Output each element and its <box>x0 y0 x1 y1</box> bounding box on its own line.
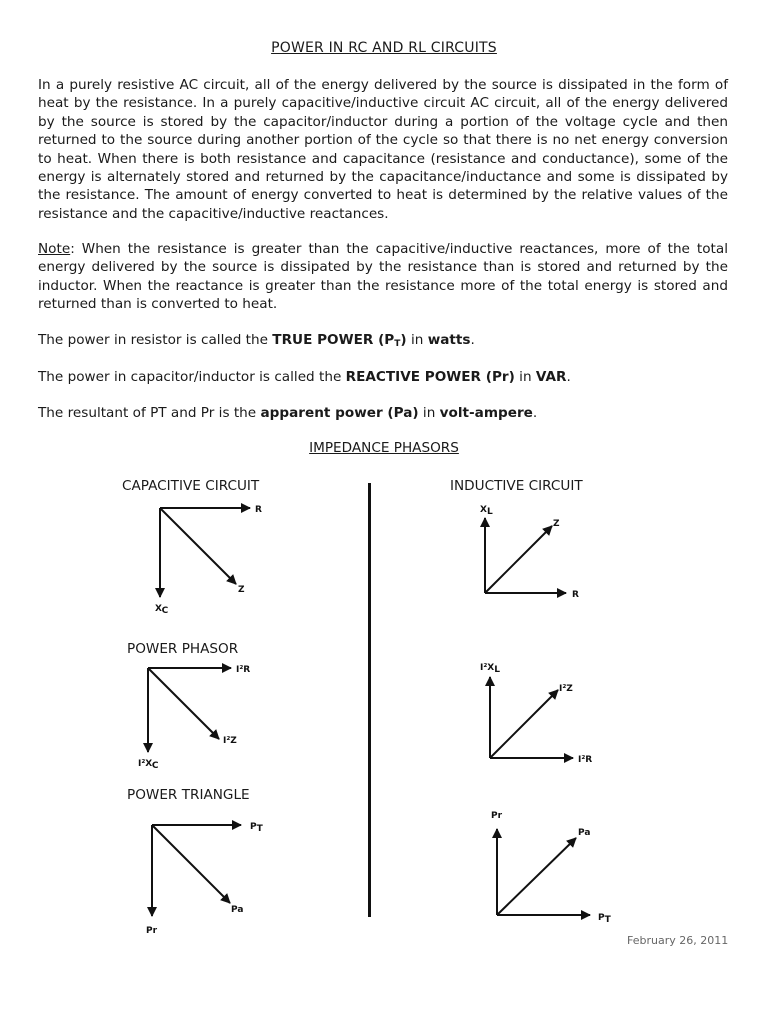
i2z-arrow <box>490 690 558 758</box>
true-power-sub: T <box>394 339 401 349</box>
pa-arrow <box>497 838 576 915</box>
xl-label: XL <box>480 505 493 517</box>
reactive-power-line: The power in capacitor/inductor is called the REACTIVE POWER (Pr) in VAR. <box>38 369 571 385</box>
r-label: R <box>255 505 262 515</box>
inductive-power-triangle <box>491 811 612 925</box>
reactive-power-unit: VAR <box>535 369 567 385</box>
power-triangle-heading: POWER TRIANGLE <box>127 787 250 803</box>
inductive-circuit-heading: INDUCTIVE CIRCUIT <box>450 478 583 494</box>
capacitive-power-triangle <box>146 822 264 936</box>
i2z-label: I²Z <box>223 736 237 746</box>
page-title: POWER IN RC AND RL CIRCUITS <box>271 40 497 56</box>
inductive-impedance-phasor <box>480 505 579 600</box>
pt-label: PT <box>598 913 611 925</box>
i2xl-label: I²XL <box>480 663 500 675</box>
z-arrow <box>160 508 236 584</box>
reactive-power-term: REACTIVE POWER (Pr) <box>345 369 515 385</box>
true-power-mid: in <box>406 332 428 348</box>
reactive-power-mid: in <box>514 369 536 385</box>
z-label: Z <box>238 585 245 595</box>
xc-label: XC <box>155 604 169 616</box>
i2z-label: I²Z <box>559 684 573 694</box>
inductive-power-phasor <box>480 663 592 765</box>
pa-arrow <box>152 825 230 903</box>
i2r-label: I²R <box>578 755 593 765</box>
r-label: R <box>572 590 579 600</box>
impedance-phasors-heading: IMPEDANCE PHASORS <box>309 440 459 456</box>
pa-label: Pa <box>231 905 244 915</box>
pr-label: Pr <box>491 811 503 821</box>
pa-label: Pa <box>578 828 591 838</box>
apparent-power-mid: in <box>418 405 440 421</box>
true-power-pre: The power in resistor is called the <box>38 332 273 348</box>
true-power-unit: watts <box>427 332 471 348</box>
note-label: Note <box>38 241 71 257</box>
apparent-power-unit: volt-ampere <box>439 405 533 421</box>
z-label: Z <box>553 519 560 529</box>
apparent-power-term: apparent power (Pa) <box>260 405 419 421</box>
pr-label: Pr <box>146 926 158 936</box>
i2z-arrow <box>148 668 219 739</box>
capacitive-circuit-heading: CAPACITIVE CIRCUIT <box>122 478 260 494</box>
reactive-power-pre: The power in capacitor/inductor is called the <box>38 369 346 385</box>
document-date: February 26, 2011 <box>627 934 729 947</box>
i2xc-label: I²XC <box>138 759 159 771</box>
true-power-term: TRUE POWER $(P_T)$ <box>272 332 407 349</box>
z-arrow <box>485 526 552 593</box>
apparent-power-pre: The resultant of PT and Pr is the <box>38 405 261 421</box>
i2r-label: I²R <box>236 665 251 675</box>
power-phasor-heading: POWER PHASOR <box>127 641 239 657</box>
pt-label: PT <box>250 822 263 834</box>
note-text: : When the resistance is greater than the capacitive/inductive reactances, more of the total energy delivered by the source is dissipated by the resistance than is stored and returned by the inductor. When the reactance is greater than the resistance more of the total energy is stored and returned than is converted to heat. <box>38 241 728 313</box>
capacitive-impedance-phasor <box>155 505 262 616</box>
true-power-line: The power in resistor is called the TRUE POWER $(P_T)$ in watts. <box>38 332 475 349</box>
capacitive-power-phasor <box>138 665 250 771</box>
apparent-power-line: The resultant of PT and Pr is the apparent power (Pa) in volt-ampere. <box>38 405 538 421</box>
intro-paragraph: In a purely resistive AC circuit, all of the energy delivered by the source is dissipated in the form of heat by the resistance. In a purely capacitive/inductive circuit AC circuit, all of the energy delivered by the source is stored by the capacitor/inductor during a portion of the voltage cycle and then returned to the source during another portion of the cycle so that there is no net energy conversion to heat. When there is both resistance and capacitance (resistance and conductance), some of the energy is alternately stored and returned by the capacitance/inductance and some is dissipated by the resistance. The amount of energy converted to heat is determined by the relative values of the resistance and the capacitive/inductive reactances. <box>38 77 728 222</box>
